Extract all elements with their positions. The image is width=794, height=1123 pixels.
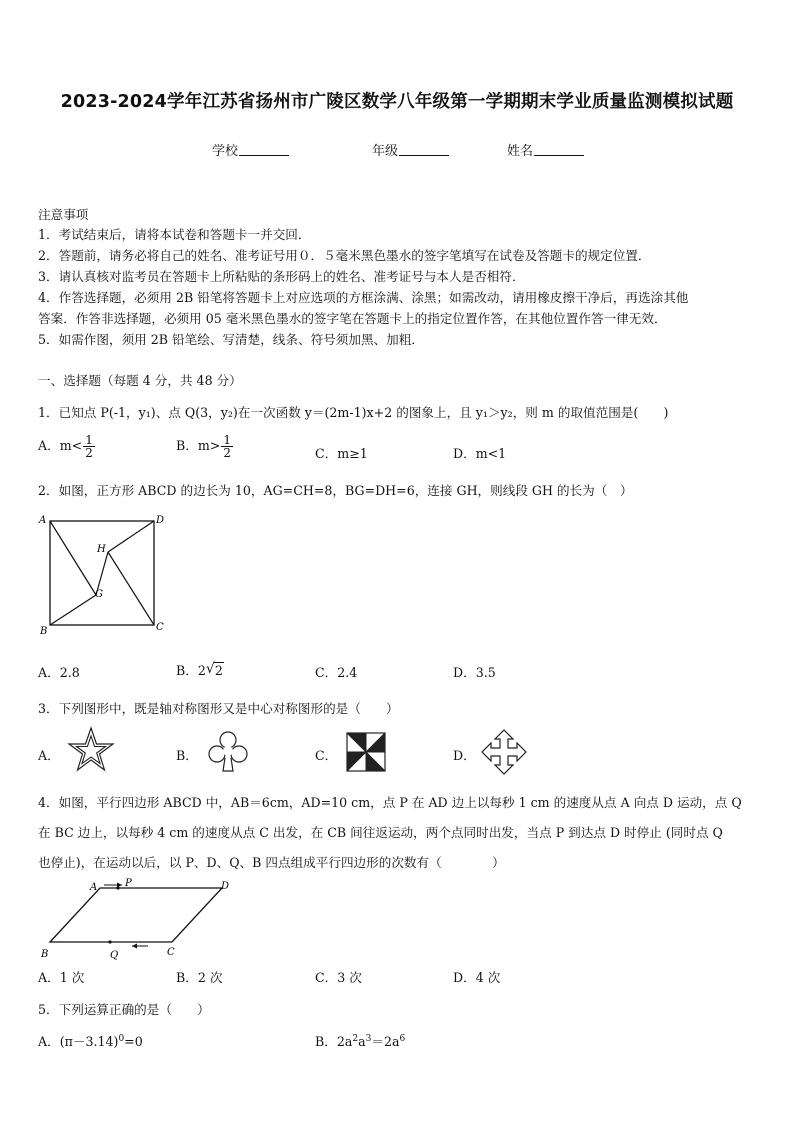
- q2-b-sqrt: √ 2: [205, 661, 223, 678]
- q2-label-h: H: [97, 544, 106, 555]
- notice-item-4-cont: 答案．作答非选择题，必须用 05 毫米黑色墨水的签字笔在答题卡上的指定位置作答，在其他位置作答一律无效．: [38, 311, 667, 326]
- q3-option-d[interactable]: D．: [453, 748, 476, 763]
- notice-item-1: 1．考试结束后，请将本试卷和答题卡一并交回．: [38, 227, 311, 242]
- q4-option-d[interactable]: D．4 次: [453, 970, 501, 985]
- q5-option-b[interactable]: B．$2a^2a^3=2a^6$: [315, 1033, 406, 1049]
- q4-label-c: C: [167, 947, 175, 958]
- q2-b-coef: 2: [197, 663, 206, 678]
- q4-label-a: A: [90, 882, 98, 893]
- club-icon: [203, 729, 253, 775]
- q5-option-a[interactable]: A．$(\pi-3.14)^0=0$: [38, 1033, 143, 1049]
- q3-option-a[interactable]: A．: [38, 748, 60, 763]
- q4-stem-line-3: 也停止)，在运动以后，以 P、D、Q、B 四点组成平行四边形的次数有（ ）: [38, 855, 505, 870]
- q4-option-c[interactable]: C．3 次: [315, 970, 362, 985]
- q1-stem: 1．已知点 P(-1，y₁)、点 Q(3，y₂)在一次函数 y＝(2m-1)x+2 的图象上，且 y₁＞y₂，则 m 的取值范围是( ): [38, 405, 669, 420]
- q2-option-c[interactable]: C．2.4: [315, 665, 358, 680]
- school-label: 学校: [212, 144, 239, 159]
- page-title: 2023-2024学年江苏省扬州市广陵区数学八年级第一学期期末学业质量监测模拟试题: [60, 92, 734, 112]
- notice-item-2: 2．答题前，请务必将自己的姓名、准考证号用０．５毫米黑色墨水的签字笔填写在试卷及答题卡的规定位置．: [38, 248, 651, 263]
- q1-option-d[interactable]: D．m<1: [453, 446, 507, 461]
- q1-a-text: A．m<: [38, 438, 83, 453]
- q4-option-b[interactable]: B．2 次: [176, 970, 223, 985]
- notice-item-4: 4．作答选择题，必须用 2B 铅笔将答题卡上对应选项的方框涂满、涂黑；如需改动，请用橡皮擦干净后，再选涂其他: [38, 290, 689, 305]
- q3-option-c[interactable]: C．: [315, 748, 338, 763]
- q1-option-b[interactable]: [176, 434, 233, 459]
- name-label: 姓名: [507, 144, 534, 159]
- q1-a-fraction: $\frac{1}{2}$: [85, 433, 93, 460]
- q2-option-b[interactable]: B．2 √ 2: [176, 661, 223, 678]
- school-blank: [239, 143, 289, 156]
- section-heading: 一、选择题（每题 4 分，共 48 分）: [38, 373, 242, 388]
- q2-option-d[interactable]: D．3.5: [453, 665, 496, 680]
- q1-option-c[interactable]: C．m≥1: [315, 446, 368, 461]
- school-field: [212, 140, 289, 159]
- name-blank: [534, 143, 584, 156]
- notice-heading: 注意事项: [38, 207, 89, 222]
- q2-label-d: D: [156, 515, 165, 526]
- q4-label-p: P: [125, 878, 132, 889]
- q4-label-d: D: [221, 881, 230, 892]
- q3-option-b[interactable]: B．: [176, 748, 198, 763]
- q1-b-fraction: $\frac{1}{2}$: [223, 433, 231, 460]
- q3-stem: 3．下列图形中，既是轴对称图形又是中心对称图形的是（ ）: [38, 701, 399, 716]
- q2-stem: 2．如图，正方形 ABCD 的边长为 10，AG=CH=8，BG=DH=6，连接 GH，则线段 GH 的长为（ ）: [38, 483, 633, 498]
- pinwheel-icon: [344, 730, 388, 774]
- q1-b-text: B．m>: [176, 438, 221, 453]
- four-arrows-icon: [480, 728, 528, 776]
- q2-square-figure: [36, 512, 170, 638]
- grade-blank: [399, 143, 449, 156]
- q4-label-b: B: [41, 949, 49, 960]
- grade-field: [372, 140, 449, 159]
- grade-label: 年级: [372, 144, 399, 159]
- notice-item-3: 3．请认真核对监考员在答题卡上所粘贴的条形码上的姓名、准考证号与本人是否相符．: [38, 269, 525, 284]
- q4-stem-line-2: 在 BC 边上，以每秒 4 cm 的速度从点 C 出发，在 CB 间往返运动，两个点同时出发，当点 P 到达点 D 时停止 (同时点 Q: [38, 825, 723, 840]
- q4-label-q: Q: [110, 950, 119, 961]
- q4-option-a[interactable]: A．1 次: [38, 970, 85, 985]
- q2-label-a: A: [39, 515, 47, 526]
- q5-stem: 5．下列运算正确的是（ ）: [38, 1002, 210, 1017]
- q2-label-g: G: [95, 589, 103, 600]
- notice-item-5: 5．如需作图，须用 2B 铅笔绘、写清楚，线条、符号须加黑、加粗．: [38, 332, 424, 347]
- double-star-icon: [66, 726, 116, 774]
- q2-label-c: C: [156, 622, 164, 633]
- q2-label-b: B: [40, 626, 48, 637]
- q4-parallelogram-figure: [36, 874, 246, 962]
- q4-stem-line-1: 4．如图，平行四边形 ABCD 中，AB＝6cm，AD=10 cm，点 P 在 AD 边上以每秒 1 cm 的速度从点 A 向点 D 运动，点 Q: [38, 795, 742, 810]
- name-field: [507, 140, 584, 159]
- q2-option-a[interactable]: A．2.8: [38, 665, 80, 680]
- q1-option-a[interactable]: [38, 434, 95, 459]
